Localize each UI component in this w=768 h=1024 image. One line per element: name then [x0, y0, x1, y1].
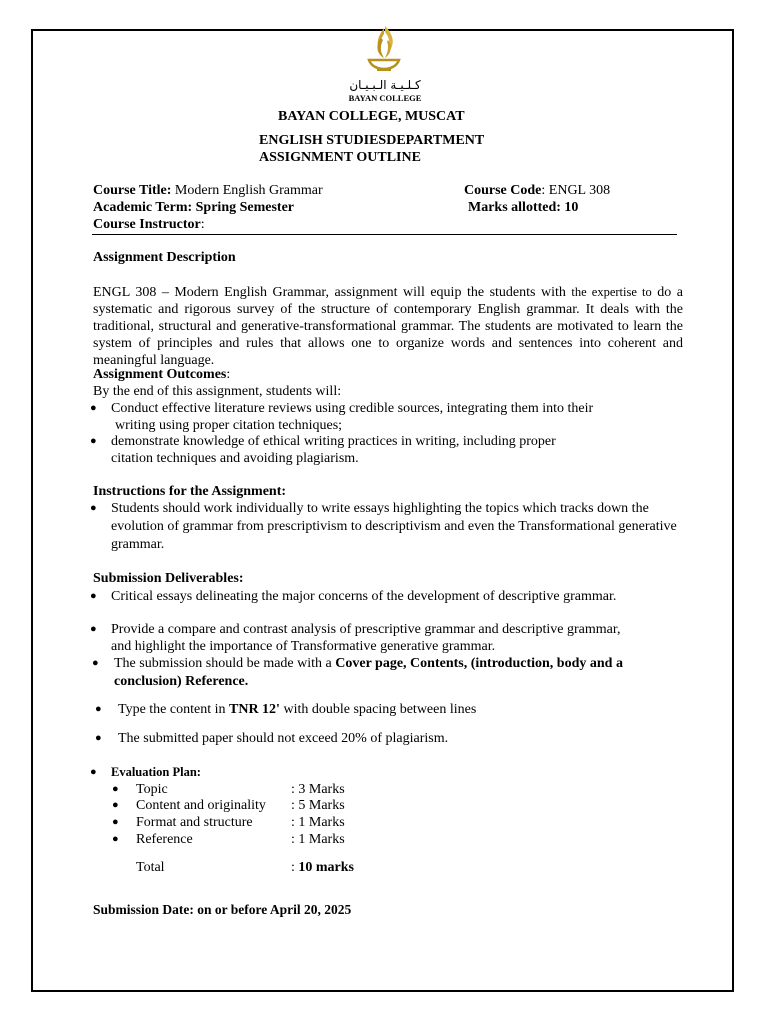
deliverable-item-1: Critical essays delineating the major concerns of the development of descriptive grammar. [111, 589, 617, 604]
deliverable-item-4 [118, 702, 476, 718]
submission-date-label: Submission Date: on or before [93, 902, 270, 917]
outcomes-heading: Assignment Outcomes [93, 367, 227, 382]
deliverable-item-3-text: The submission should be made with a [114, 656, 336, 671]
document-title: ASSIGNMENT OUTLINE [259, 150, 421, 165]
course-instructor-line [93, 217, 205, 233]
submission-date-line [93, 902, 351, 918]
bullet-icon: ● [95, 732, 102, 744]
deliverable-item-4-text: Type the content in [118, 702, 229, 717]
bullet-icon: ● [90, 435, 97, 447]
course-title-value: Modern English Grammar [171, 183, 323, 198]
evaluation-total-colon: : [291, 860, 299, 875]
deliverable-item-4-bold: TNR 12' [229, 702, 280, 717]
outcome-item-1-line1: Conduct effective literature reviews using credible sources, integrating them into their [111, 401, 594, 416]
header-divider [92, 234, 677, 235]
bullet-icon: ● [90, 623, 97, 635]
bullet-icon: ● [92, 657, 99, 669]
description-heading: Assignment Description [93, 250, 236, 265]
bullet-icon: ● [90, 590, 97, 602]
course-code-label: Course Code [464, 183, 542, 198]
outcome-item-2-line2: citation techniques and avoiding plagiarism. [111, 451, 359, 466]
deliverable-item-3-line1 [114, 656, 623, 672]
outcome-item-2-line1: demonstrate knowledge of ethical writing practices in writing, including proper [111, 434, 556, 449]
evaluation-total-label: Total [136, 860, 165, 875]
academic-term: Academic Term: Spring Semester [93, 200, 295, 215]
submission-date-value: April 20, 2025 [269, 902, 352, 917]
description-text-rest: do a systematic and rigorous survey of the structure of contemporary English grammar. It deals with the traditional, structural and generative-transformational grammar. The students are motivated to learn the system of principles and rules that allows one to organize words and sentences into coherent and meaningful language. [93, 285, 683, 368]
instructions-text: Students should work individually to write essays highlighting the topics which tracks down the evolution of grammar from prescriptivism to descriptivism and even the Transformational generative grammar. [111, 501, 677, 552]
description-paragraph [93, 284, 683, 369]
deliverable-item-3-bold: Cover page, Contents, (introduction, body and a [335, 656, 623, 671]
course-title-label: Course Title: [93, 183, 172, 198]
logo-arabic-text: كـلـيـة الـبـيـان [349, 78, 421, 92]
evaluation-total-line [291, 860, 354, 876]
instructions-heading: Instructions for the Assignment: [93, 484, 287, 499]
college-logo-icon [355, 24, 413, 80]
bullet-icon: ● [112, 799, 119, 811]
course-instructor-colon: : [200, 217, 205, 232]
bullet-icon: ● [90, 402, 97, 414]
logo-english-text: BAYAN COLLEGE [348, 93, 422, 103]
evaluation-row-label: Format and structure [136, 815, 253, 830]
bullet-icon: ● [95, 703, 102, 715]
deliverables-heading: Submission Deliverables: [93, 571, 244, 586]
evaluation-total-value: 10 marks [298, 860, 355, 875]
department-name: ENGLISH STUDIESDEPARTMENT [259, 133, 485, 148]
deliverable-item-2-line2: and highlight the importance of Transformative generative grammar. [111, 639, 496, 654]
evaluation-row-label: Content and originality [136, 798, 266, 813]
outcomes-heading-line [93, 367, 230, 383]
course-title-line [93, 183, 323, 199]
course-instructor-label: Course Instructor [93, 217, 201, 232]
deliverable-item-5: The submitted paper should not exceed 20% of plagiarism. [118, 731, 449, 746]
deliverable-item-2-line1: Provide a compare and contrast analysis of prescriptive grammar and descriptive grammar, [111, 622, 621, 637]
outcomes-intro: By the end of this assignment, students will: [93, 384, 342, 399]
evaluation-row-label: Topic [136, 782, 168, 797]
evaluation-row-value: : 5 Marks [291, 798, 345, 813]
bullet-icon: ● [90, 502, 97, 514]
evaluation-row-label: Reference [136, 832, 193, 847]
evaluation-row-value: : 3 Marks [291, 782, 345, 797]
bullet-icon: ● [112, 833, 119, 845]
outcome-item-1-line2: writing using proper citation techniques; [115, 418, 343, 433]
outcomes-colon: : [226, 367, 231, 382]
college-name: BAYAN COLLEGE, MUSCAT [278, 109, 465, 124]
description-text-small: the expertise to [571, 285, 652, 299]
evaluation-heading: Evaluation Plan: [111, 765, 201, 779]
marks-allotted: Marks allotted: 10 [468, 200, 579, 215]
evaluation-row-value: : 1 Marks [291, 815, 345, 830]
description-text-start: ENGL 308 – Modern English Grammar, assignment will equip the students with [93, 285, 572, 300]
deliverable-item-3-line2: conclusion) Reference. [114, 674, 249, 689]
course-code-line [464, 183, 610, 199]
evaluation-row-value: : 1 Marks [291, 832, 345, 847]
bullet-icon: ● [112, 783, 119, 795]
course-code-value: : ENGL 308 [541, 183, 611, 198]
bullet-icon: ● [90, 766, 97, 778]
bullet-icon: ● [112, 816, 119, 828]
deliverable-item-4-end: with double spacing between lines [279, 702, 477, 717]
